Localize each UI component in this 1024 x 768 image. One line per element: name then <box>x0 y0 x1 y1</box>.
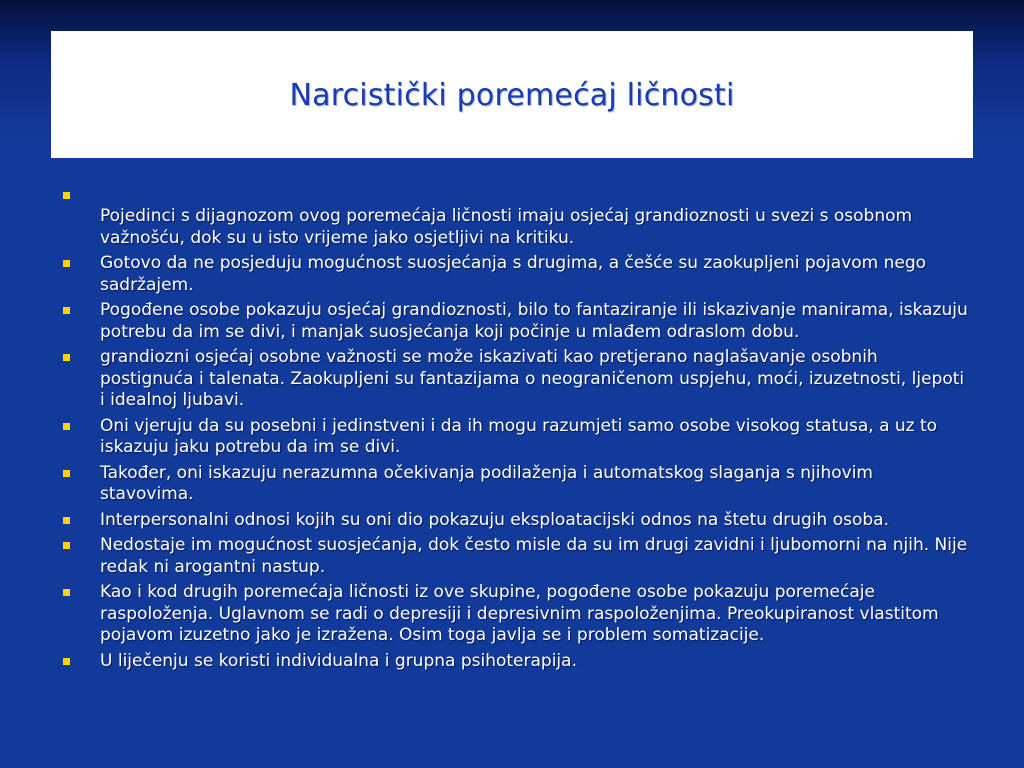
bullet-text: Oni vjeruju da su posebni i jedinstveni i da ih mogu razumjeti samo osobe visokog statusa, a uz to iskazuju jaku potrebu da im se divi. <box>100 415 938 457</box>
bullet-square-icon <box>63 192 70 199</box>
bullet-text: Pogođene osobe pokazuju osjećaj grandioznosti, bilo to fantaziranje ili iskazivanje manirama, iskazuju potrebu da im se divi, i manjak suosjećanja koji počinje u mlađem odraslom dobu. <box>100 300 968 342</box>
bullet-item <box>61 582 971 647</box>
slide-title: Narcistički poremećaj ličnosti <box>289 78 735 113</box>
bullet-item <box>61 300 971 343</box>
bullet-square-icon <box>63 517 70 524</box>
bullet-list <box>61 184 971 676</box>
bullet-text: Nedostaje im mogućnost suosjećanja, dok često misle da su im drugi zavidni i ljubomorni na njih. Nije redak ni arogantni nastup. <box>100 535 968 577</box>
bullet-item <box>61 463 971 506</box>
bullet-text: Također, oni iskazuju nerazumna očekivanja podilaženja i automatskog slaganja s njihovim stavovima. <box>100 462 873 504</box>
bullet-text: Gotovo da ne posjeduju mogućnost suosjećanja s drugima, a češće su zaokupljeni pojavom nego sadržajem. <box>100 253 927 295</box>
bullet-square-icon <box>63 658 70 665</box>
bullet-item <box>61 347 971 412</box>
bullet-text: grandiozni osjećaj osobne važnosti se može iskazivati kao pretjerano naglašavanje osobnih postignuća i talenata. Zaokupljeni su fantazijama o neograničenom uspjehu, moći, izuzetnosti, ljepoti i idealnoj ljubavi. <box>100 347 965 410</box>
bullet-square-icon <box>63 260 70 267</box>
bullet-square-icon <box>63 307 70 314</box>
bullet-text: Interpersonalni odnosi kojih su oni dio pokazuju eksploatacijski odnos na štetu drugih osoba. <box>100 509 890 530</box>
bullet-text: Kao i kod drugih poremećaja ličnosti iz ove skupine, pogođene osobe pokazuju poremećaje raspoloženja. Uglavnom se radi o depresiji i depresivnim raspoloženjima. Preokupiranost vlastitom pojavom izuzetno jako je izražena. Osim toga javlja se i problem somatizacije. <box>100 582 939 645</box>
bullet-square-icon <box>63 470 70 477</box>
bullet-square-icon <box>63 542 70 549</box>
title-box <box>51 31 973 158</box>
bullet-square-icon <box>63 354 70 361</box>
bullet-square-icon <box>63 423 70 430</box>
bullet-item <box>61 651 971 673</box>
bullet-item <box>61 510 971 532</box>
bullet-item <box>61 535 971 578</box>
bullet-item <box>61 184 971 249</box>
bullet-text: Pojedinci s dijagnozom ovog poremećaja ličnosti imaju osjećaj grandioznosti u svezi s osobnom važnošću, dok su u isto vrijeme jako osjetljivi na kritiku. <box>100 206 913 248</box>
bullet-text: U liječenju se koristi individualna i grupna psihoterapija. <box>100 650 577 671</box>
bullet-item <box>61 416 971 459</box>
bullet-square-icon <box>63 589 70 596</box>
bullet-item <box>61 253 971 296</box>
